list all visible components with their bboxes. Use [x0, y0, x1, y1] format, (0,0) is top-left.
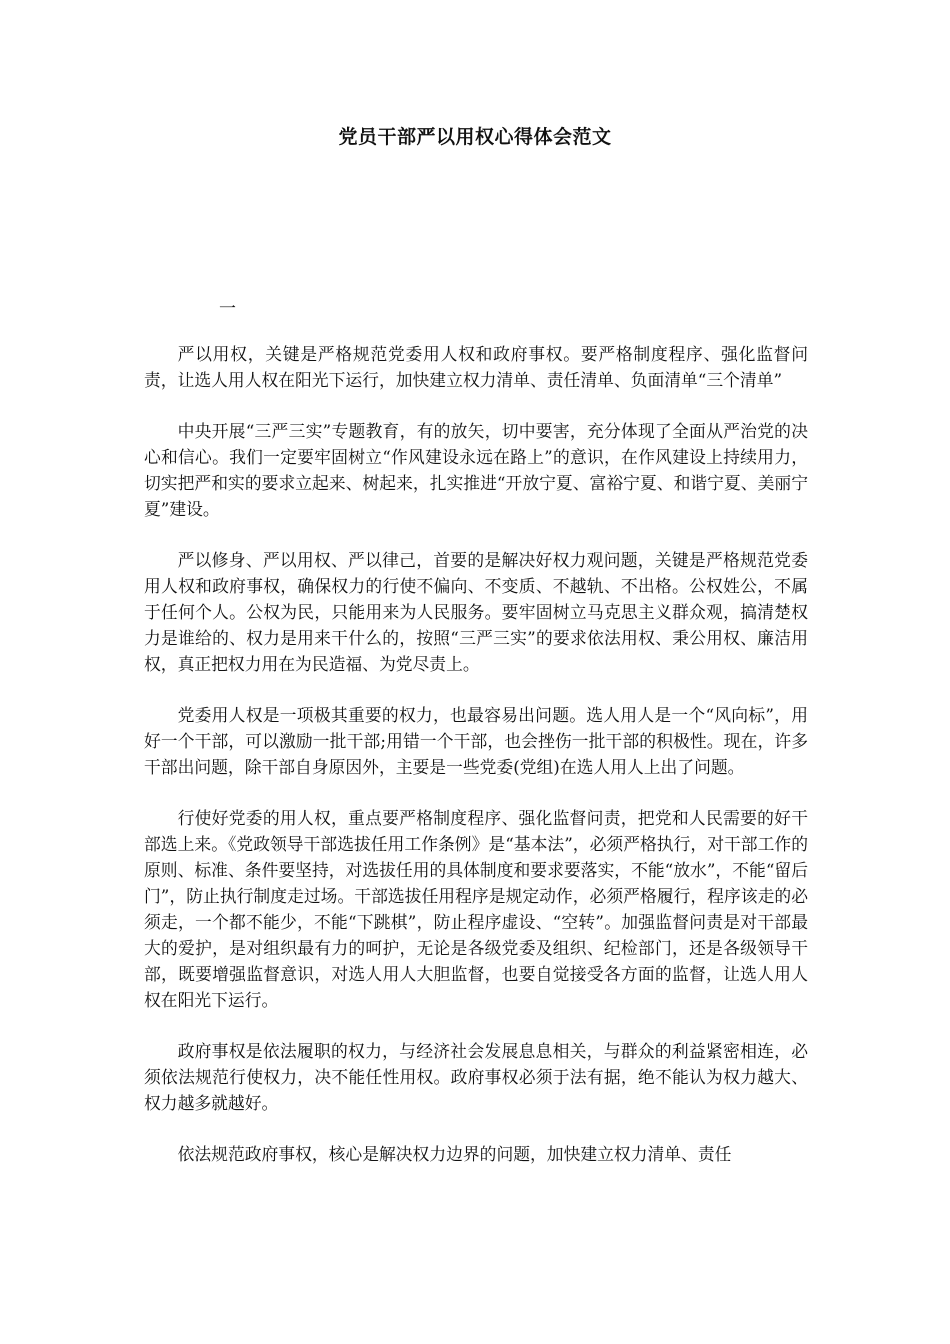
paragraph-3: 严以修身、严以用权、严以律己，首要的是解决好权力观问题，关键是严格规范党委用人权和政府事权，确保权力的行使不偏向、不变质、不越轨、不出格。公权姓公，不属于任何个人。公权为民，只能用来为人民服务。要牢固树立马克思主义群众观，搞清楚权力是谁给的、权力是用来干什么的，按照“三严三实”的要求依法用权、秉公用权、廉洁用权，真正把权力用在为民造福、为党尽责上。	[144, 550, 808, 674]
paragraph-7: 依法规范政府事权，核心是解决权力边界的问题，加快建立权力清单、责任	[177, 1144, 732, 1164]
paragraph-5: 行使好党委的用人权，重点要严格制度程序、强化监督问责，把党和人民需要的好干部选上来。《党政领导干部选拔任用工作条例》是“基本法”，必须严格执行，对干部工作的原则、标准、条件要坚持，对选拔任用的具体制度和要求要落实，不能“放水”，不能“留后门”，防止执行制度走过场。干部选拔任用程序是规定动作，必须严格履行，程序该走的必须走，一个都不能少，不能“下跳棋”，防止程序虚设、“空转”。加强监督问责是对干部最大的爱护，是对组织最有力的呵护，无论是各级党委及组织、纪检部门，还是各级领导干部，既要增强监督意识，对选人用人大胆监督，也要自觉接受各方面的监督，让选人用人权在阳光下运行。	[144, 808, 808, 1010]
paragraph-2: 中央开展“三严三实”专题教育，有的放矢，切中要害，充分体现了全面从严治党的决心和信心。我们一定要牢固树立“作风建设永远在路上”的意识，在作风建设上持续用力，切实把严和实的要求立起来、树起来，扎实推进“开放宁夏、富裕宁夏、和谐宁夏、美丽宁夏”建设。	[144, 421, 808, 519]
paragraph-6: 政府事权是依法履职的权力，与经济社会发展息息相关，与群众的利益紧密相连，必须依法规范行使权力，决不能任性用权。政府事权必须于法有据，绝不能认为权力越大、权力越多就越好。	[144, 1041, 808, 1113]
section-number: 一	[219, 299, 236, 319]
document-body	[144, 341, 808, 1192]
paragraph-4: 党委用人权是一项极其重要的权力，也最容易出问题。选人用人是一个“风向标”，用好一个干部，可以激励一批干部;用错一个干部，也会挫伤一批干部的积极性。现在，许多干部出问题，除干部自身原因外，主要是一些党委(党组)在选人用人上出了问题。	[144, 705, 808, 777]
document-title: 党员干部严以用权心得体会范文	[338, 126, 612, 148]
paragraph-1: 严以用权，关键是严格规范党委用人权和政府事权。要严格制度程序、强化监督问责，让选人用人权在阳光下运行，加快建立权力清单、责任清单、负面清单“三个清单”	[144, 344, 808, 390]
